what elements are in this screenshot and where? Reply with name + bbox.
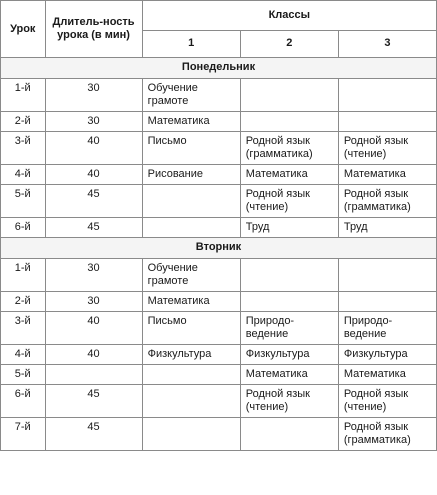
duration-cell: 40	[45, 345, 142, 365]
day-header-row	[1, 58, 437, 79]
lesson-cell: 6-й	[1, 385, 46, 418]
day-name: Вторник	[1, 238, 437, 259]
class-3-cell	[338, 112, 436, 132]
class-2-cell	[240, 418, 338, 451]
class-1-cell: Письмо	[142, 312, 240, 345]
duration-cell: 45	[45, 218, 142, 238]
duration-cell: 45	[45, 185, 142, 218]
header-lesson: Урок	[1, 1, 46, 58]
class-3-cell	[338, 259, 436, 292]
table-row	[1, 292, 437, 312]
table-row	[1, 385, 437, 418]
class-1-cell: Обучение грамоте	[142, 259, 240, 292]
duration-cell: 30	[45, 112, 142, 132]
table-row	[1, 365, 437, 385]
table-row	[1, 218, 437, 238]
lesson-cell: 1-й	[1, 259, 46, 292]
class-2-cell: Природо-ведение	[240, 312, 338, 345]
class-3-cell: Родной язык (грамматика)	[338, 185, 436, 218]
lesson-cell: 7-й	[1, 418, 46, 451]
header-classes: Классы	[142, 1, 436, 31]
class-1-cell: Математика	[142, 292, 240, 312]
table-row	[1, 165, 437, 185]
class-2-cell: Родной язык (грамматика)	[240, 132, 338, 165]
class-2-cell: Родной язык (чтение)	[240, 185, 338, 218]
class-3-cell: Математика	[338, 165, 436, 185]
lesson-cell: 6-й	[1, 218, 46, 238]
class-3-cell: Родной язык (чтение)	[338, 132, 436, 165]
class-1-cell: Рисование	[142, 165, 240, 185]
table-row	[1, 112, 437, 132]
header-class-3: 3	[338, 30, 436, 57]
class-1-cell	[142, 185, 240, 218]
table-row	[1, 132, 437, 165]
header-class-2: 2	[240, 30, 338, 57]
table-row	[1, 345, 437, 365]
class-1-cell	[142, 218, 240, 238]
lesson-cell: 2-й	[1, 112, 46, 132]
header-class-1: 1	[142, 30, 240, 57]
class-3-cell	[338, 79, 436, 112]
class-1-cell: Обучение грамоте	[142, 79, 240, 112]
class-1-cell: Математика	[142, 112, 240, 132]
class-2-cell: Труд	[240, 218, 338, 238]
class-1-cell: Физкультура	[142, 345, 240, 365]
lesson-cell: 4-й	[1, 165, 46, 185]
lesson-cell: 2-й	[1, 292, 46, 312]
class-2-cell: Физкультура	[240, 345, 338, 365]
class-3-cell: Родной язык (чтение)	[338, 385, 436, 418]
schedule-body	[1, 58, 437, 451]
day-header-row	[1, 238, 437, 259]
class-3-cell: Труд	[338, 218, 436, 238]
class-2-cell: Родной язык (чтение)	[240, 385, 338, 418]
class-2-cell: Математика	[240, 165, 338, 185]
class-1-cell	[142, 418, 240, 451]
duration-cell: 30	[45, 79, 142, 112]
class-2-cell: Математика	[240, 365, 338, 385]
class-3-cell: Физкультура	[338, 345, 436, 365]
lesson-cell: 4-й	[1, 345, 46, 365]
day-name: Понедельник	[1, 58, 437, 79]
duration-cell: 30	[45, 292, 142, 312]
lesson-cell: 5-й	[1, 185, 46, 218]
class-3-cell: Природо-ведение	[338, 312, 436, 345]
table-row	[1, 259, 437, 292]
table-row	[1, 312, 437, 345]
lesson-cell: 3-й	[1, 312, 46, 345]
class-1-cell	[142, 385, 240, 418]
lesson-cell: 3-й	[1, 132, 46, 165]
duration-cell: 40	[45, 312, 142, 345]
class-2-cell	[240, 112, 338, 132]
class-1-cell: Письмо	[142, 132, 240, 165]
table-row	[1, 185, 437, 218]
class-3-cell: Математика	[338, 365, 436, 385]
lesson-cell: 1-й	[1, 79, 46, 112]
class-3-cell: Родной язык (грамматика)	[338, 418, 436, 451]
duration-cell: 40	[45, 132, 142, 165]
duration-cell: 30	[45, 259, 142, 292]
lesson-cell: 5-й	[1, 365, 46, 385]
duration-cell: 40	[45, 165, 142, 185]
duration-cell: 45	[45, 385, 142, 418]
class-2-cell	[240, 79, 338, 112]
class-1-cell	[142, 365, 240, 385]
class-3-cell	[338, 292, 436, 312]
duration-cell: 45	[45, 418, 142, 451]
header-duration: Длитель-ность урока (в мин)	[45, 1, 142, 58]
table-row	[1, 418, 437, 451]
class-2-cell	[240, 259, 338, 292]
class-2-cell	[240, 292, 338, 312]
duration-cell	[45, 365, 142, 385]
table-row	[1, 79, 437, 112]
